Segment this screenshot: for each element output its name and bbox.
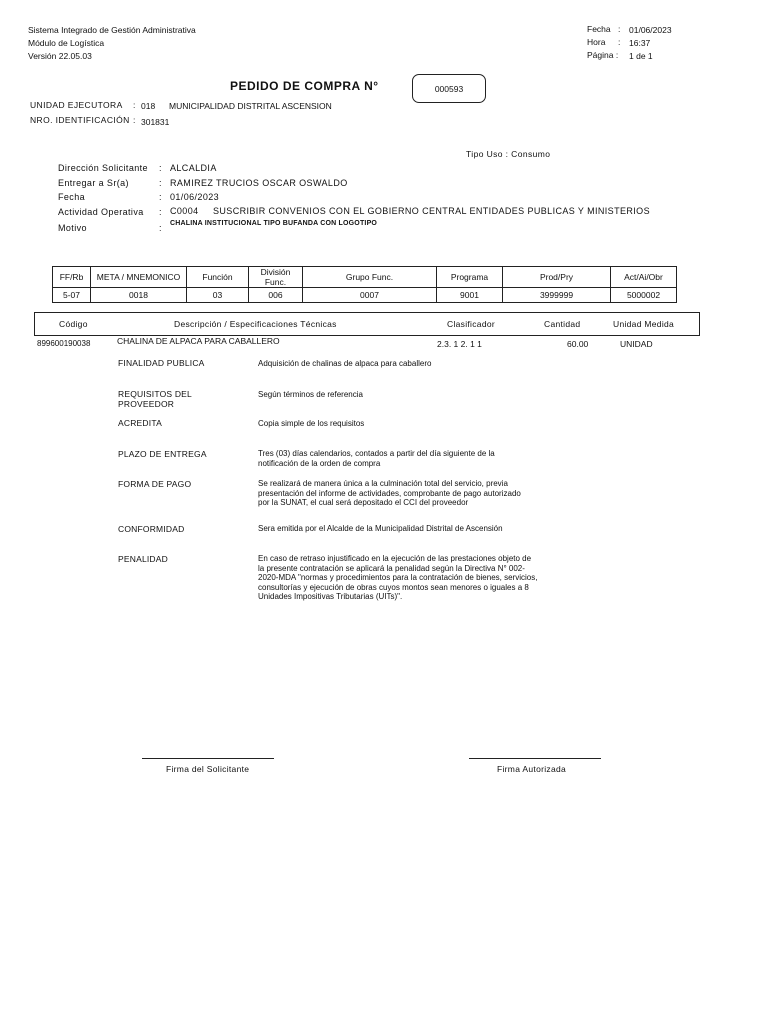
- spec-text-forma-pago: Se realizará de manera única a la culminación total del servicio, previa presentación del informe de actividades, comprobante de pago autorizado por la SUNAT, el cual será depositado el CCI del proveedor: [258, 479, 521, 507]
- spec-text-penalidad: En caso de retraso injustificado en la ejecución de las prestaciones objeto de la presente contratación se aplicará la penalidad según la Directiva N° 002-2020-MDA "normas y procedimientos para la contratación de bienes, servicios, consultorías y ejecución de obras cuyos montos sean menores o iguales a 8 Unidades Impositivas Tributarias (UITs)".: [258, 554, 538, 601]
- unidad-ejecutora-code: 018: [141, 101, 156, 111]
- motivo-label: Motivo: [58, 223, 87, 233]
- item-clasificador: 2.3. 1 2. 1 1: [437, 339, 482, 349]
- signature-line-autorizada: [469, 758, 601, 759]
- spec-text-requisitos: Según términos de referencia: [258, 390, 363, 399]
- document-title: PEDIDO DE COMPRA N°: [230, 79, 379, 93]
- item-cantidad: 60.00: [567, 339, 589, 349]
- unidad-ejecutora-name: MUNICIPALIDAD DISTRITAL ASCENSION: [169, 101, 332, 111]
- items-header-codigo: Código: [59, 319, 88, 329]
- direccion-value: ALCALDIA: [170, 163, 217, 173]
- budget-value-actaiobr: 5000002: [611, 288, 677, 303]
- header-pagina-value: 1 de 1: [629, 51, 653, 61]
- entregar-label: Entregar a Sr(a): [58, 178, 129, 188]
- system-name: Sistema Integrado de Gestión Administrativa: [28, 25, 196, 35]
- tipo-uso: Tipo Uso : Consumo: [466, 149, 551, 159]
- budget-header-row: [53, 267, 677, 288]
- budget-header-funcion: Función: [187, 267, 249, 288]
- motivo-colon: :: [159, 223, 162, 233]
- unidad-ejecutora-colon: :: [133, 100, 136, 110]
- budget-header-actaiobr: Act/Ai/Obr: [611, 267, 677, 288]
- budget-value-programa: 9001: [437, 288, 503, 303]
- budget-value-funcion: 03: [187, 288, 249, 303]
- budget-header-ffrb: FF/Rb: [53, 267, 91, 288]
- actividad-value: SUSCRIBIR CONVENIOS CON EL GOBIERNO CENTRAL ENTIDADES PUBLICAS Y MINISTERIOS: [213, 206, 650, 216]
- fecha-value: 01/06/2023: [170, 192, 220, 202]
- motivo-value: CHALINA INSTITUCIONAL TIPO BUFANDA CON LOGOTIPO: [170, 220, 378, 227]
- item-codigo: 899600190038: [37, 339, 91, 348]
- signature-label-solicitante: Firma del Solicitante: [166, 764, 250, 774]
- order-number: 000593: [434, 83, 464, 94]
- budget-header-meta: META / MNEMONICO: [91, 267, 187, 288]
- signature-label-autorizada: Firma Autorizada: [497, 764, 567, 774]
- order-number-box: [412, 74, 486, 103]
- header-fecha-label: Fecha: [587, 24, 611, 34]
- actividad-colon: :: [159, 207, 162, 217]
- header-hora-colon: :: [618, 37, 621, 47]
- header-fecha-value: 01/06/2023: [629, 25, 672, 35]
- budget-value-grupo: 0007: [303, 288, 437, 303]
- spec-text-acredita: Copia simple de los requisitos: [258, 419, 365, 428]
- items-header-descripcion: Descripción / Especificaciones Técnicas: [174, 319, 337, 329]
- budget-header-grupo: Grupo Func.: [303, 267, 437, 288]
- unidad-ejecutora-label: UNIDAD EJECUTORA: [30, 100, 123, 110]
- items-header-unidad: Unidad Medida: [613, 319, 675, 329]
- spec-text-finalidad: Adquisición de chalinas de alpaca para caballero: [258, 359, 432, 368]
- identificacion-colon: :: [133, 115, 136, 125]
- header-pagina-label: Página :: [587, 50, 619, 60]
- budget-value-division: 006: [249, 288, 303, 303]
- budget-value-ffrb: 5-07: [53, 288, 91, 303]
- item-unidad: UNIDAD: [620, 339, 653, 349]
- budget-value-meta: 0018: [91, 288, 187, 303]
- module-name: Módulo de Logística: [28, 38, 105, 48]
- budget-header-division: División Func.: [249, 267, 303, 288]
- spec-label-conformidad: CONFORMIDAD: [118, 524, 185, 534]
- spec-text-plazo: Tres (03) días calendarios, contados a partir del día siguiente de la notificación de la orden de compra: [258, 449, 495, 468]
- spec-text-conformidad: Sera emitida por el Alcalde de la Municipalidad Distrital de Ascensión: [258, 524, 503, 533]
- fecha-colon: :: [159, 192, 162, 202]
- actividad-code: C0004: [170, 206, 199, 216]
- budget-value-row: [53, 288, 677, 303]
- version-label: Versión 22.05.03: [28, 51, 92, 61]
- entregar-colon: :: [159, 178, 162, 188]
- identificacion-value: 301831: [141, 117, 170, 127]
- spec-label-requisitos: REQUISITOS DEL PROVEEDOR: [118, 389, 192, 409]
- header-hora-value: 16:37: [629, 38, 651, 48]
- direccion-label: Dirección Solicitante: [58, 163, 148, 173]
- spec-label-forma-pago: FORMA DE PAGO: [118, 479, 192, 489]
- item-descripcion: CHALINA DE ALPACA PARA CABALLERO: [117, 336, 280, 346]
- spec-label-penalidad: PENALIDAD: [118, 554, 168, 564]
- spec-label-finalidad: FINALIDAD PUBLICA: [118, 358, 205, 368]
- entregar-value: RAMIREZ TRUCIOS OSCAR OSWALDO: [170, 178, 348, 188]
- items-header: [34, 312, 700, 336]
- budget-table: [52, 266, 677, 303]
- budget-header-prodpry: Prod/Pry: [503, 267, 611, 288]
- identificacion-label: NRO. IDENTIFICACIÓN: [30, 115, 130, 125]
- spec-label-plazo: PLAZO DE ENTREGA: [118, 449, 207, 459]
- items-header-cantidad: Cantidad: [544, 319, 581, 329]
- items-header-clasificador: Clasificador: [447, 319, 496, 329]
- direccion-colon: :: [159, 163, 162, 173]
- spec-label-acredita: ACREDITA: [118, 418, 162, 428]
- budget-header-programa: Programa: [437, 267, 503, 288]
- signature-line-solicitante: [142, 758, 274, 759]
- header-fecha-colon: :: [618, 24, 621, 34]
- fecha-label: Fecha: [58, 192, 86, 202]
- header-hora-label: Hora: [587, 37, 606, 47]
- budget-value-prodpry: 3999999: [503, 288, 611, 303]
- actividad-label: Actividad Operativa: [58, 207, 144, 217]
